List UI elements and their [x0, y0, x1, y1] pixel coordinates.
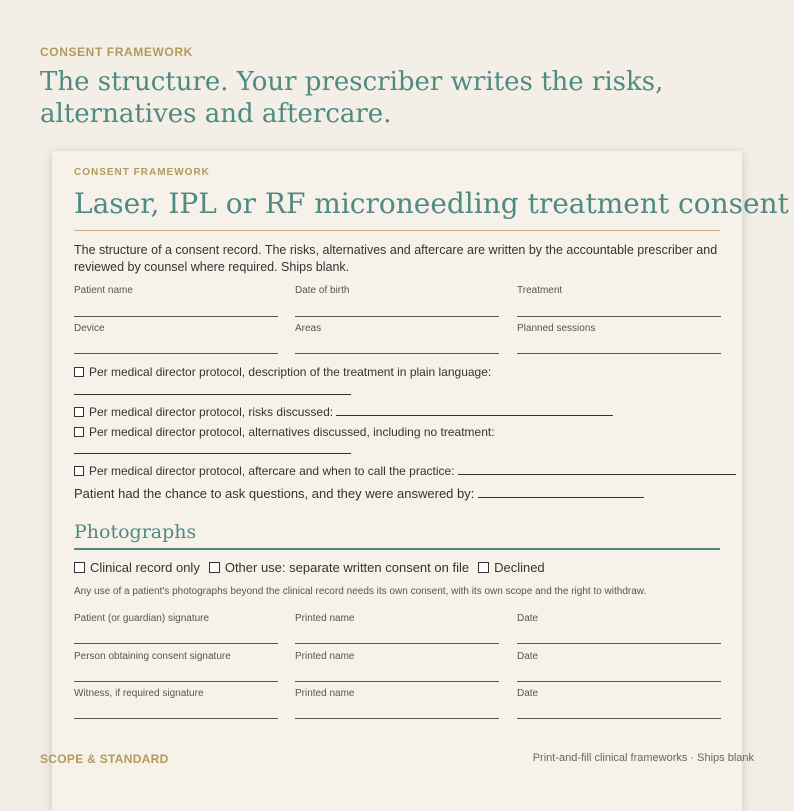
checklist-item-alternatives[interactable] — [74, 425, 495, 439]
consent-form-card — [52, 151, 789, 811]
fill-line[interactable] — [74, 718, 278, 719]
fill-line[interactable] — [517, 681, 721, 682]
photographs-note: Any use of a patient's photographs beyond the clinical record needs its own consent, with its own scope and the right to withdraw. — [74, 586, 647, 597]
checklist-item-aftercare[interactable] — [74, 464, 736, 478]
field-label: Person obtaining consent signature — [74, 651, 231, 662]
field-date-of-birth[interactable] — [295, 285, 499, 296]
fill-line[interactable] — [295, 353, 499, 354]
date-field[interactable] — [517, 651, 721, 662]
fill-line[interactable] — [478, 497, 644, 498]
form-eyebrow: CONSENT FRAMEWORK — [74, 167, 210, 178]
printed-name-field[interactable] — [295, 613, 499, 624]
signature-field[interactable] — [74, 613, 278, 624]
checkbox[interactable] — [74, 466, 84, 476]
photo-option-other-use[interactable] — [209, 560, 469, 575]
fill-line[interactable] — [336, 415, 613, 416]
footer-brand: SCOPE & STANDARD — [40, 752, 169, 766]
signature-field[interactable] — [74, 651, 278, 662]
fill-line[interactable] — [74, 316, 278, 317]
fill-line[interactable] — [74, 681, 278, 682]
field-areas[interactable] — [295, 323, 499, 334]
fill-line[interactable] — [74, 353, 278, 354]
photographs-heading: Photographs — [74, 521, 197, 543]
field-label: Patient (or guardian) signature — [74, 613, 210, 624]
fill-line[interactable] — [74, 453, 351, 454]
checklist-label: Per medical director protocol, alternatives discussed, including no treatment: — [89, 425, 495, 439]
printed-name-field[interactable] — [295, 688, 499, 699]
field-label: Date of birth — [295, 285, 350, 296]
field-patient-name[interactable] — [74, 285, 278, 296]
questions-answered-line[interactable] — [74, 486, 644, 501]
fill-line[interactable] — [74, 394, 351, 395]
field-label: Treatment — [517, 285, 563, 296]
fill-line[interactable] — [295, 681, 499, 682]
field-label: Printed name — [295, 613, 355, 624]
checklist-item-risks[interactable] — [74, 405, 613, 419]
checkbox[interactable] — [74, 562, 85, 573]
field-label: Device — [74, 323, 105, 334]
field-label: Date — [517, 651, 539, 662]
checkbox[interactable] — [74, 367, 84, 377]
form-title: Laser, IPL or RF microneedling treatment consent — [74, 187, 789, 220]
field-label: Date — [517, 613, 539, 624]
fill-line[interactable] — [295, 643, 499, 644]
signature-field[interactable] — [74, 688, 278, 699]
fill-line[interactable] — [295, 316, 499, 317]
photo-option-declined[interactable] — [478, 560, 545, 575]
date-field[interactable] — [517, 613, 721, 624]
field-label: Printed name — [295, 651, 355, 662]
checklist-label: Per medical director protocol, risks discussed: — [89, 405, 334, 419]
checklist-item-description[interactable] — [74, 365, 491, 379]
option-label: Declined — [494, 560, 545, 575]
fill-line[interactable] — [517, 643, 721, 644]
checkbox[interactable] — [209, 562, 220, 573]
page-eyebrow: CONSENT FRAMEWORK — [40, 45, 193, 59]
fill-line[interactable] — [517, 353, 721, 354]
fill-line[interactable] — [458, 474, 736, 475]
form-intro: The structure of a consent record. The risks, alternatives and aftercare are written by the accountable prescriber and reviewed by counsel where required. Ships blank. — [74, 243, 718, 274]
questions-label: Patient had the chance to ask questions, and they were answered by: — [74, 486, 475, 501]
title-divider — [74, 230, 720, 231]
field-label: Date — [517, 688, 539, 699]
photo-options — [74, 560, 554, 575]
option-label: Clinical record only — [90, 560, 200, 575]
field-treatment[interactable] — [517, 285, 721, 296]
field-label: Areas — [295, 323, 322, 334]
field-label: Planned sessions — [517, 323, 596, 334]
page-headline: The structure. Your prescriber writes the risks, alternatives and aftercare. — [40, 67, 664, 129]
checkbox[interactable] — [74, 427, 84, 437]
printed-name-field[interactable] — [295, 651, 499, 662]
field-label: Printed name — [295, 688, 355, 699]
footer-tagline: Print-and-fill clinical frameworks · Ships blank — [532, 752, 754, 764]
field-planned-sessions[interactable] — [517, 323, 721, 334]
photo-option-clinical[interactable] — [74, 560, 200, 575]
field-label: Patient name — [74, 285, 133, 296]
checkbox[interactable] — [478, 562, 489, 573]
field-device[interactable] — [74, 323, 278, 334]
checklist-label: Per medical director protocol, description of the treatment in plain language: — [89, 365, 492, 379]
section-divider — [74, 548, 720, 550]
fill-line[interactable] — [295, 718, 499, 719]
fill-line[interactable] — [517, 718, 721, 719]
fill-line[interactable] — [74, 643, 278, 644]
date-field[interactable] — [517, 688, 721, 699]
field-label: Witness, if required signature — [74, 688, 204, 699]
checkbox[interactable] — [74, 407, 84, 417]
option-label: Other use: separate written consent on file — [224, 560, 470, 575]
checklist-label: Per medical director protocol, aftercare and when to call the practice: — [89, 464, 455, 478]
fill-line[interactable] — [517, 316, 721, 317]
